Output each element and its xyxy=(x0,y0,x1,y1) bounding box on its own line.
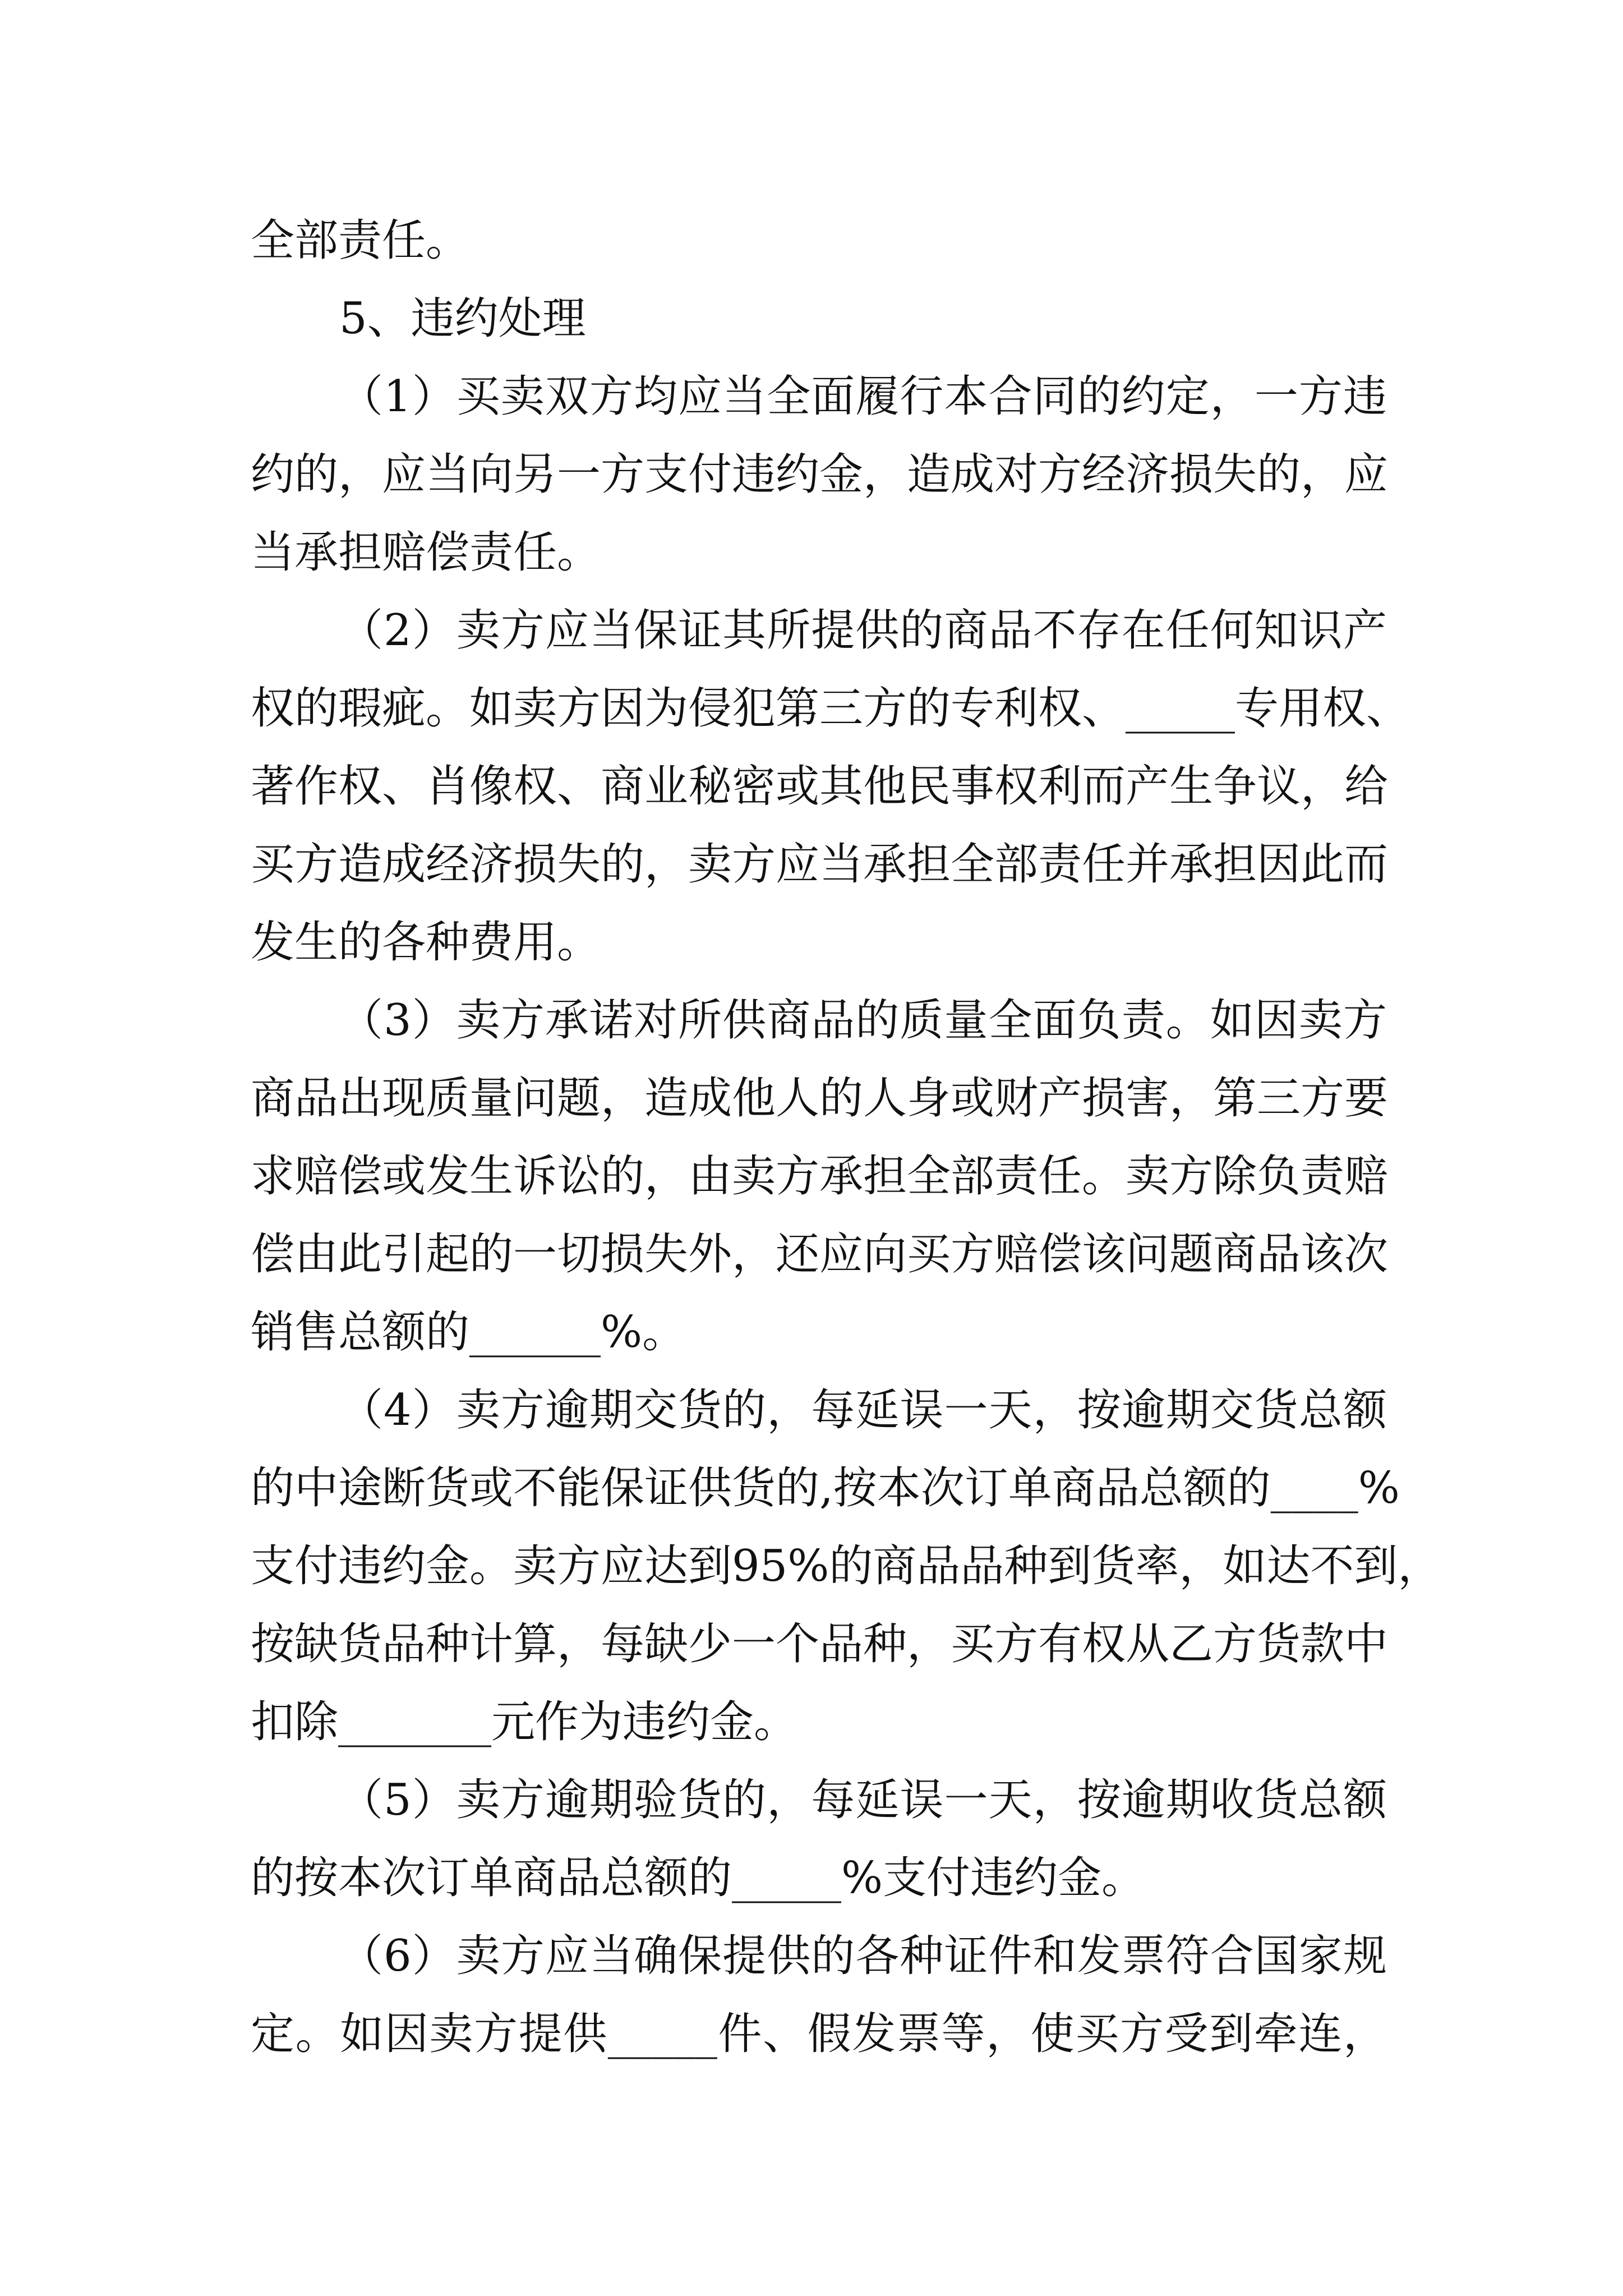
text-line: （6）卖方应当确保提供的各种证件和发票符合国家规 xyxy=(339,1931,1387,1981)
text-line: 买方造成经济损失的，卖方应当承担全部责任并承担因此而 xyxy=(251,839,1389,890)
paragraph-clause-3 xyxy=(251,982,1409,1372)
text-line: 的中途断货或不能保证供货的,按本次订单商品总额的____% xyxy=(251,1463,1400,1513)
text-line: 支付违约金。卖方应达到95%的商品品种到货率，如达不到， xyxy=(251,1541,1442,1591)
text-line: 约的，应当向另一方支付违约金，造成对方经济损失的，应 xyxy=(251,449,1389,500)
text-line: 偿由此引起的一切损失外，还应向买方赔偿该问题商品该次 xyxy=(251,1229,1389,1280)
paragraph-previous-clause-tail xyxy=(251,202,1409,280)
section-heading-breach-handling xyxy=(251,280,1409,358)
text-line: 按缺货品种计算，每缺少一个品种，买方有权从乙方货款中 xyxy=(251,1619,1389,1669)
paragraph-clause-1 xyxy=(251,358,1409,592)
text-line: （3）卖方承诺对所供商品的质量全面负责。如因卖方 xyxy=(339,995,1387,1046)
text-line: 全部责任。 xyxy=(251,215,470,266)
text-line: 权的瑕疵。如卖方因为侵犯第三方的专利权、_____专用权、 xyxy=(251,683,1410,734)
text-line: 当承担赔偿责任。 xyxy=(251,527,601,578)
document-body xyxy=(251,202,1442,2073)
text-line: （1）买卖双方均应当全面履行本合同的约定，一方违 xyxy=(339,371,1387,422)
text-line: （4）卖方逾期交货的，每延误一天，按逾期交货总额 xyxy=(339,1385,1387,1435)
text-line: 的按本次订单商品总额的_____%支付违约金。 xyxy=(251,1853,1146,1903)
text-line: 求赔偿或发生诉讼的，由卖方承担全部责任。卖方除负责赔 xyxy=(251,1151,1389,1202)
section-heading: 5、违约处理 xyxy=(339,293,586,344)
paragraph-clause-4 xyxy=(251,1372,1442,1761)
paragraph-clause-2 xyxy=(251,592,1409,982)
text-line: （5）卖方逾期验货的，每延误一天，按逾期收货总额 xyxy=(339,1775,1387,1825)
text-line: 销售总额的______%。 xyxy=(251,1307,686,1358)
text-line: 商品出现质量问题，造成他人的人身或财产损害，第三方要 xyxy=(251,1073,1389,1124)
text-line: 著作权、肖像权、商业秘密或其他民事权利而产生争议，给 xyxy=(251,761,1389,812)
paragraph-clause-6 xyxy=(251,1917,1409,2073)
text-line: 扣除_______元作为违约金。 xyxy=(251,1697,798,1747)
text-line: 发生的各种费用。 xyxy=(251,917,601,968)
text-line: （2）卖方应当保证其所提供的商品不存在任何知识产 xyxy=(339,605,1387,656)
paragraph-clause-5 xyxy=(251,1761,1409,1917)
text-line: 定。如因卖方提供_____件、假发票等，使买方受到牵连， xyxy=(251,2009,1387,2059)
